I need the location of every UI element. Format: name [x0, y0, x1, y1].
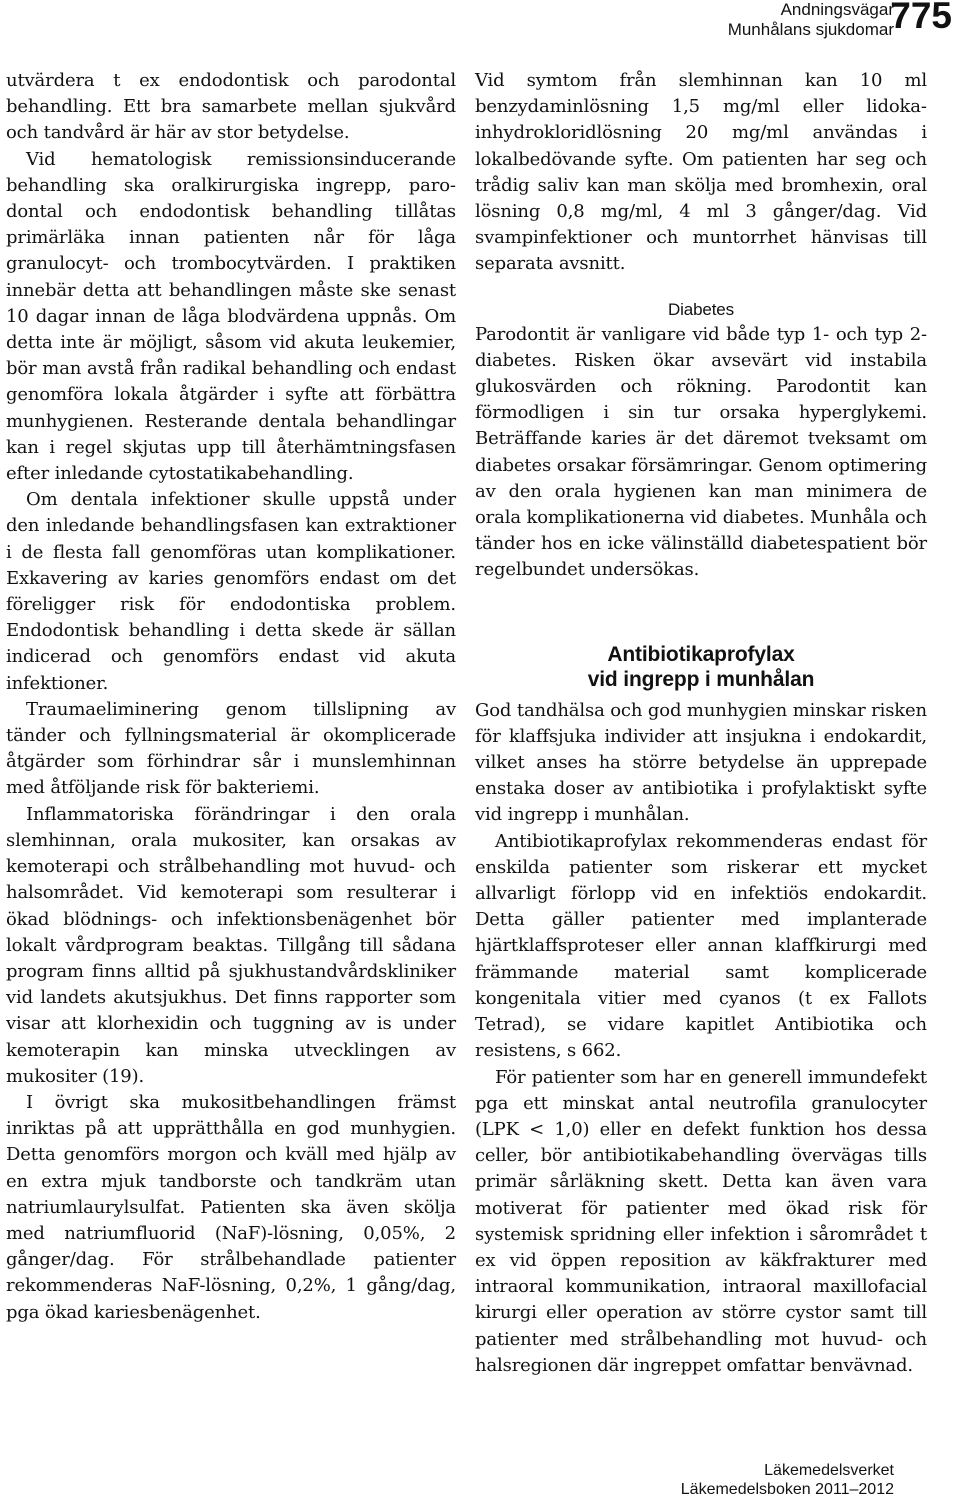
right-column: [475, 68, 927, 1379]
paragraph: Vid hematologisk remissionsinducerande behandling ska oralkirurgiska ingrepp, parodontal och endodontisk behandling tillåtas primärläka innan patienten når för låga granulocyt- och trombocytvärden. I praktiken innebär detta att behandlingen måste ske senast 10 dagar innan de låga blodvärdena uppnås. Om detta inte är möjligt, såsom vid akuta leukemier, bör man avstå från radikal behandling och endast genomföra lokala åtgärder i syfte att förbättra munhygienen. Resterande dentala behandlingar kan i regel skjutas upp till återhämtningsfasen efter inledande cytostatikabehandling.: [6, 148, 456, 485]
page-number: 775: [890, 0, 952, 36]
paragraph: Om dentala infektioner skulle uppstå under den inledande behandlingsfasen kan extraktioner i de flesta fall genomföras utan komplikationer. Exkavering av karies genomförs endast om det föreligger risk för endodontiska problem. Endodontisk behandling i detta skede är sällan indicerad och genomförs endast vid akuta infektioner.: [6, 489, 456, 694]
page-header: [0, 0, 960, 50]
paragraph: Traumaeliminering genom tillslipning av tänder och fyllningsmaterial är okomplicerade åtgärder som förhindrar sår i munslemhinnan med åtföljande risk för bakteriemi.: [6, 698, 456, 799]
paragraph: Vid symtom från slemhinnan kan 10 ml benzydaminlösning 1,5 mg/ml eller lidokainhydrokloridlösning 20 mg/ml användas i lokalbedövande syfte. Om patienten har seg och trådig saliv kan man skölja med bromhexin, oral lösning 0,8 mg/ml, 4 ml 3 gånger/dag. Vid svampinfektioner och muntorrhet hänvisas till separata avsnitt.: [475, 70, 927, 275]
paragraph: God tandhälsa och god munhygien minskar risken för klaffsjuka individer att insjukna i endokardit, vilket anses ha större betydelse än upprepade enstaka doser av antibiotika i profylaktiskt syfte vid ingrepp i munhålan.: [475, 699, 927, 826]
paragraph: Parodontit är vanligare vid både typ 1- och typ 2-diabetes. Risken ökar avsevärt vid instabila glukosvärden och rökning. Parodontit kan förmodligen i sin tur orsaka hyperglykemi. Beträffande karies är det däremot tveksamt om diabetes orsakar försämringar. Genom optimering av den orala hygienen kan man minimera de orala komplikationerna vid diabetes. Munhåla och tänder hos en icke välinställd diabetespatient bör regelbundet undersökas.: [475, 323, 927, 581]
left-column: [6, 68, 456, 1326]
section-heading-line: vid ingrepp i munhålan: [587, 667, 815, 691]
paragraph: Inflammatoriska förändringar i den orala slemhinnan, orala mukositer, kan orsakas av kemoterapi och strålbehandling mot huvud- och halsområdet. Vid kemoterapi som resulterar i ökad blödnings- och infektionsbenägenhet bör lokalt vårdprogram beaktas. Tillgång till sådana program finns alltid på sjukhustandvårdskliniker vid landets akutsjukhus. Det finns rapporter som visar att klorhexidin och tuggning av is under kemoterapin kan minska utvecklingen av mukositer (19).: [6, 803, 456, 1087]
section-title: Munhålans sjukdomar: [727, 20, 894, 39]
page-footer: [681, 1461, 894, 1499]
section-heading-line: Antibiotikaprofylax: [607, 642, 795, 666]
paragraph: För patienter som har en generell immundefekt pga ett minskat antal neutrofila granulocyter (LPK < 1,0) eller en defekt funktion hos dessa celler, bör antibiotikabehandling övervägas tills primär sårläkning skett. Detta kan även vara motiverat för patienter med ökad risk för systemisk spridning eller infektion i sårområdet t ex vid öppen reposition av käkfrakturer med intraoral kommunikation, intraoral maxillofacial kirurgi eller operation av större cystor samt till patienter med strålbehandling mot huvud- och halsregionen där ingreppet omfattar benvävnad.: [475, 1066, 927, 1376]
paragraph: I övrigt ska mukositbehandlingen främst inriktas på att upprätthålla en god munhygien. Detta genomförs morgon och kväll med hjälp av en extra mjuk tandborste och tandkräm utan natriumlaurylsulfat. Patienten ska även skölja med natriumfluorid (NaF)-lösning, 0,05%, 2 gånger/dag. För strålbehandlade patienter rekommenderas NaF-lösning, 0,2%, 1 gång/dag, pga ökad kariesbenägenhet.: [6, 1091, 456, 1323]
footer-book: Läkemedelsboken 2011–2012: [680, 1481, 894, 1498]
diabetes-heading: Diabetes: [668, 299, 734, 319]
running-head: [728, 0, 894, 40]
section-heading: [475, 642, 927, 692]
paragraph: utvärdera t ex endodontisk och parodontal behandling. Ett bra samarbete mellan sjukvård och tandvård är här av stor betydelse.: [6, 70, 456, 144]
footer-publisher: Läkemedelsverket: [764, 1462, 894, 1479]
chapter-title: Andningsvägar: [780, 0, 894, 19]
paragraph: Antibiotikaprofylax rekommenderas endast för enskilda patienter som riskerar ett mycket allvarligt förlopp vid en infektiös endokardit. Detta gäller patienter med implanterade hjärtklaffsproteser eller annan klaffkirurgi med främmande material samt komplicerade kongenitala vitier med cyanos (t ex Fallots Tetrad), se vidare kapitlet Antibiotika och resistens, s 662.: [475, 830, 927, 1062]
